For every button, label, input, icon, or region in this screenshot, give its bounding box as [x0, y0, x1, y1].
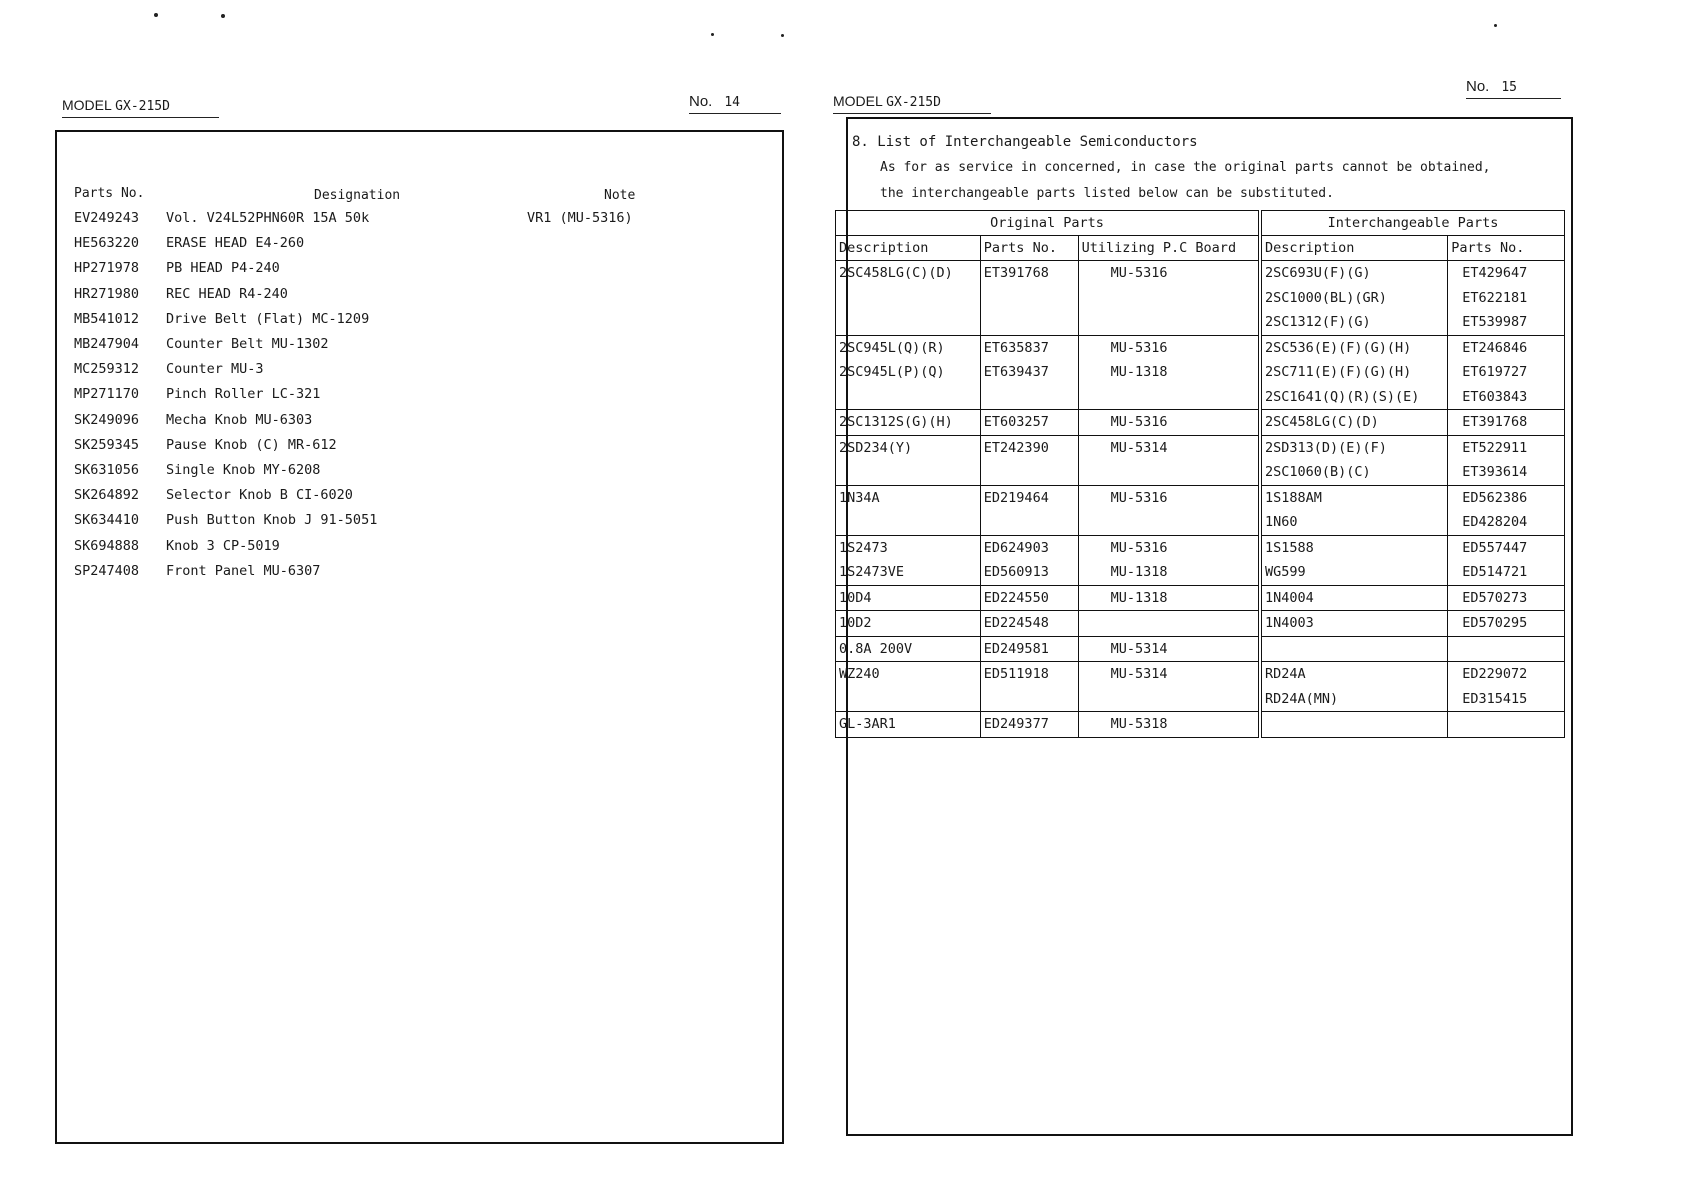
int-description: 2SC693U(F)(G) — [1264, 265, 1371, 281]
int-description-cell — [1260, 535, 1448, 585]
orig-description-cell — [836, 335, 981, 410]
utilizing-pcb-cell — [1078, 485, 1260, 535]
part-number: HP271978 — [74, 260, 140, 277]
designation: Push Button Knob J 91-5051 — [166, 512, 378, 529]
part-number: SK259345 — [74, 436, 140, 453]
int-parts-no-cell — [1448, 410, 1565, 436]
designation: Drive Belt (Flat) MC-1209 — [166, 310, 370, 327]
utilizing-pcb: MU-5316 — [1110, 339, 1168, 356]
orig-description-cell — [836, 712, 981, 738]
int-description: RD24A(MN) — [1264, 690, 1339, 707]
scan-dot — [221, 14, 225, 18]
table-row — [836, 335, 1565, 410]
int-description-cell — [1260, 335, 1448, 410]
orig-parts-no: ED511918 — [983, 666, 1049, 682]
part-number: SK634410 — [74, 512, 140, 529]
table-row — [836, 585, 1565, 611]
part-number: SK631056 — [74, 462, 140, 478]
intro-line-1: As for as service in concerned, in case the original parts cannot be obtained, — [880, 160, 1491, 175]
orig-parts-no-cell — [980, 611, 1078, 637]
int-description: RD24A — [1264, 666, 1306, 682]
parts-no-header: Parts No. — [980, 236, 1078, 261]
model-value: GX-215D — [115, 99, 170, 114]
no-label: No. — [689, 93, 713, 110]
part-number: MB541012 — [74, 310, 140, 327]
int-parts-no-cell — [1448, 261, 1565, 336]
utilizing-pcb — [1111, 611, 1255, 636]
orig-parts-no: ET242390 — [983, 439, 1049, 456]
semiconductor-table — [835, 210, 1565, 738]
designation: Counter Belt MU-1302 — [166, 336, 329, 352]
part-number: HE563220 — [74, 235, 140, 252]
int-description: 2SC458LG(C)(D) — [1264, 414, 1379, 430]
orig-description: 2SC945L(P)(Q) — [839, 364, 945, 380]
orig-parts-no-cell — [980, 261, 1078, 336]
no-value: 14 — [724, 95, 740, 110]
orig-description: 10D2 — [839, 615, 872, 631]
utilizing-pcb-cell — [1078, 335, 1260, 410]
utilizing-pcb-cell — [1078, 585, 1260, 611]
scan-dot — [711, 33, 714, 36]
int-parts-no: ED229072 — [1462, 666, 1528, 682]
utilizing-pcb-header: Utilizing P.C Board — [1078, 236, 1260, 261]
int-parts-no: ET393614 — [1462, 464, 1528, 480]
designation: ERASE HEAD E4-260 — [166, 235, 305, 252]
orig-parts-no: ET639437 — [983, 364, 1049, 380]
int-description-cell — [1260, 636, 1448, 662]
orig-description: 2SD234(Y) — [839, 439, 913, 456]
orig-description: 0.8A 200V — [839, 640, 913, 657]
orig-description-cell — [836, 485, 981, 535]
utilizing-pcb: MU-5314 — [1110, 640, 1168, 657]
part-number: SK249096 — [74, 411, 140, 428]
orig-description: 10D4 — [839, 589, 872, 606]
orig-parts-no: ED249581 — [983, 640, 1049, 657]
int-description: 1N4003 — [1264, 615, 1314, 631]
orig-parts-no: ED224550 — [983, 589, 1049, 606]
orig-description-cell — [836, 535, 981, 585]
interchangeable-parts-header: Interchangeable Parts — [1260, 211, 1565, 236]
int-parts-no-cell — [1448, 662, 1565, 712]
int-parts-no — [1462, 637, 1561, 662]
table-row — [836, 662, 1565, 712]
part-number: SP247408 — [74, 562, 140, 579]
int-parts-no-cell — [1448, 535, 1565, 585]
int-parts-no-cell — [1448, 585, 1565, 611]
orig-parts-no: ED224548 — [983, 615, 1049, 631]
int-description-cell — [1260, 712, 1448, 738]
int-description: 1S1588 — [1264, 539, 1314, 556]
int-description: 2SC1641(Q)(R)(S)(E) — [1264, 388, 1420, 405]
int-parts-no-cell — [1448, 712, 1565, 738]
note: VR1 (MU-5316) — [527, 210, 633, 226]
int-description: 2SC536(E)(F)(G)(H) — [1264, 339, 1412, 356]
int-description: 2SD313(D)(E)(F) — [1264, 439, 1387, 456]
orig-parts-no-cell — [980, 485, 1078, 535]
part-number: MC259312 — [74, 361, 140, 378]
orig-parts-no-cell — [980, 435, 1078, 485]
int-description-cell — [1260, 410, 1448, 436]
designation: Front Panel MU-6307 — [166, 562, 321, 579]
part-number: HR271980 — [74, 285, 140, 302]
orig-parts-no-cell — [980, 410, 1078, 436]
int-description-cell — [1260, 611, 1448, 637]
orig-parts-no: ET603257 — [983, 414, 1049, 430]
int-parts-no-cell — [1448, 435, 1565, 485]
int-description: 1N4004 — [1264, 589, 1314, 606]
utilizing-pcb-cell — [1078, 410, 1260, 436]
int-parts-no: ED428204 — [1462, 514, 1528, 530]
utilizing-pcb-cell — [1078, 535, 1260, 585]
int-description — [1265, 637, 1444, 662]
orig-description: WZ240 — [839, 666, 880, 682]
orig-description-cell — [836, 662, 981, 712]
orig-parts-no-cell — [980, 585, 1078, 611]
orig-description: 2SC945L(Q)(R) — [839, 339, 945, 356]
designation: Counter MU-3 — [166, 361, 264, 378]
orig-description: 1S2473VE — [839, 564, 905, 580]
left-model-header — [62, 97, 219, 118]
orig-parts-no: ED560913 — [983, 564, 1049, 580]
orig-parts-no: ED219464 — [983, 489, 1049, 506]
int-description-cell — [1260, 435, 1448, 485]
part-number: SK694888 — [74, 537, 140, 554]
int-parts-no-cell — [1448, 636, 1565, 662]
int-parts-no-cell — [1448, 335, 1565, 410]
orig-description: 1N34A — [839, 489, 880, 506]
int-description: 1N60 — [1264, 514, 1298, 530]
description-header: Description — [836, 236, 981, 261]
scan-dot — [781, 34, 784, 37]
int-description: 2SC1000(BL)(GR) — [1264, 289, 1387, 306]
right-page-number — [1466, 78, 1561, 99]
orig-parts-no: ED249377 — [983, 716, 1049, 732]
utilizing-pcb: MU-1318 — [1110, 564, 1168, 580]
table-row — [836, 261, 1565, 336]
table-row — [836, 435, 1565, 485]
table-row — [836, 636, 1565, 662]
part-number: MB247904 — [74, 336, 140, 352]
int-parts-no: ED557447 — [1462, 539, 1528, 556]
orig-parts-no-cell — [980, 335, 1078, 410]
table-row — [836, 611, 1565, 637]
orig-description: GL-3AR1 — [839, 716, 896, 732]
utilizing-pcb-cell — [1078, 261, 1260, 336]
orig-parts-no: ED624903 — [983, 539, 1049, 556]
parts-no-header: Parts No. — [74, 186, 145, 201]
designation: PB HEAD P4-240 — [166, 260, 280, 277]
orig-parts-no: ET391768 — [983, 265, 1049, 281]
int-parts-no-header: Parts No. — [1448, 236, 1565, 261]
note-header: Note — [604, 188, 636, 203]
part-number: SK264892 — [74, 487, 140, 504]
orig-description: 1S2473 — [839, 539, 888, 556]
int-description-cell — [1260, 485, 1448, 535]
int-parts-no: ED562386 — [1462, 489, 1528, 506]
utilizing-pcb: MU-1318 — [1110, 589, 1168, 606]
int-parts-no: ET619727 — [1462, 364, 1528, 380]
int-parts-no: ET246846 — [1462, 339, 1528, 356]
int-description: WG599 — [1264, 564, 1306, 580]
right-model-header — [833, 93, 991, 114]
orig-description-cell — [836, 585, 981, 611]
utilizing-pcb-cell — [1078, 662, 1260, 712]
orig-parts-no-cell — [980, 662, 1078, 712]
no-value: 15 — [1501, 80, 1517, 95]
model-value: GX-215D — [886, 95, 941, 110]
no-label: No. — [1466, 78, 1490, 95]
utilizing-pcb-cell — [1078, 611, 1260, 637]
orig-description: 2SC1312S(G)(H) — [839, 414, 953, 430]
int-description — [1265, 712, 1444, 737]
section-title: 8. List of Interchangeable Semiconductors — [852, 134, 1198, 150]
designation: Mecha Knob MU-6303 — [166, 411, 313, 428]
int-parts-no: ED315415 — [1462, 690, 1528, 707]
model-label: MODEL — [833, 93, 883, 109]
designation: Knob 3 CP-5019 — [166, 537, 280, 554]
utilizing-pcb: MU-5316 — [1110, 489, 1168, 506]
int-parts-no: ET622181 — [1462, 289, 1528, 306]
scan-dot — [1494, 24, 1497, 27]
part-number: EV249243 — [74, 210, 140, 226]
int-parts-no: ET522911 — [1462, 439, 1528, 456]
left-page-number — [689, 93, 781, 114]
designation: Pinch Roller LC-321 — [166, 386, 321, 403]
utilizing-pcb: MU-5316 — [1110, 265, 1168, 281]
int-description-cell — [1260, 261, 1448, 336]
utilizing-pcb: MU-5314 — [1110, 439, 1168, 456]
table-row — [836, 712, 1565, 738]
utilizing-pcb-cell — [1078, 712, 1260, 738]
int-description: 2SC711(E)(F)(G)(H) — [1264, 364, 1412, 380]
designation: Vol. V24L52PHN60R 15A 50k — [166, 210, 370, 226]
original-parts-header: Original Parts — [836, 211, 1260, 236]
utilizing-pcb-cell — [1078, 636, 1260, 662]
int-description: 2SC1060(B)(C) — [1264, 464, 1371, 480]
orig-description-cell — [836, 611, 981, 637]
orig-parts-no-cell — [980, 712, 1078, 738]
intro-line-2: the interchangeable parts listed below can be substituted. — [880, 186, 1334, 201]
table-row — [836, 485, 1565, 535]
table-row — [836, 410, 1565, 436]
int-description-cell — [1260, 585, 1448, 611]
designation: Single Knob MY-6208 — [166, 462, 321, 478]
scan-dot — [154, 13, 158, 17]
utilizing-pcb: MU-5318 — [1110, 716, 1168, 732]
part-number: MP271170 — [74, 386, 140, 403]
orig-description-cell — [836, 261, 981, 336]
int-parts-no-cell — [1448, 485, 1565, 535]
int-description: 2SC1312(F)(G) — [1264, 314, 1371, 330]
int-parts-no-cell — [1448, 611, 1565, 637]
designation: Pause Knob (C) MR-612 — [166, 436, 337, 453]
designation-header: Designation — [314, 188, 401, 203]
utilizing-pcb: MU-5314 — [1110, 666, 1168, 682]
int-parts-no: ET603843 — [1462, 388, 1528, 405]
int-parts-no: ED570273 — [1462, 589, 1528, 606]
utilizing-pcb: MU-5316 — [1110, 539, 1168, 556]
orig-description: 2SC458LG(C)(D) — [839, 265, 953, 281]
int-parts-no: ET539987 — [1462, 314, 1528, 330]
int-parts-no: ET391768 — [1462, 414, 1528, 430]
orig-parts-no-cell — [980, 535, 1078, 585]
left-page-frame — [55, 130, 784, 1144]
int-parts-no: ED570295 — [1462, 615, 1528, 631]
int-description-cell — [1260, 662, 1448, 712]
table-row — [836, 535, 1565, 585]
int-parts-no: ED514721 — [1462, 564, 1528, 580]
orig-description-cell — [836, 636, 981, 662]
orig-parts-no: ET635837 — [983, 339, 1049, 356]
int-description-header: Description — [1260, 236, 1448, 261]
orig-description-cell — [836, 410, 981, 436]
orig-description-cell — [836, 435, 981, 485]
int-parts-no: ET429647 — [1462, 265, 1528, 281]
designation: REC HEAD R4-240 — [166, 285, 288, 302]
int-parts-no — [1462, 712, 1561, 737]
orig-parts-no-cell — [980, 636, 1078, 662]
model-label: MODEL — [62, 97, 112, 113]
int-description: 1S188AM — [1264, 489, 1322, 506]
utilizing-pcb: MU-1318 — [1110, 364, 1168, 380]
designation: Selector Knob B CI-6020 — [166, 487, 353, 504]
utilizing-pcb: MU-5316 — [1110, 414, 1168, 430]
utilizing-pcb-cell — [1078, 435, 1260, 485]
